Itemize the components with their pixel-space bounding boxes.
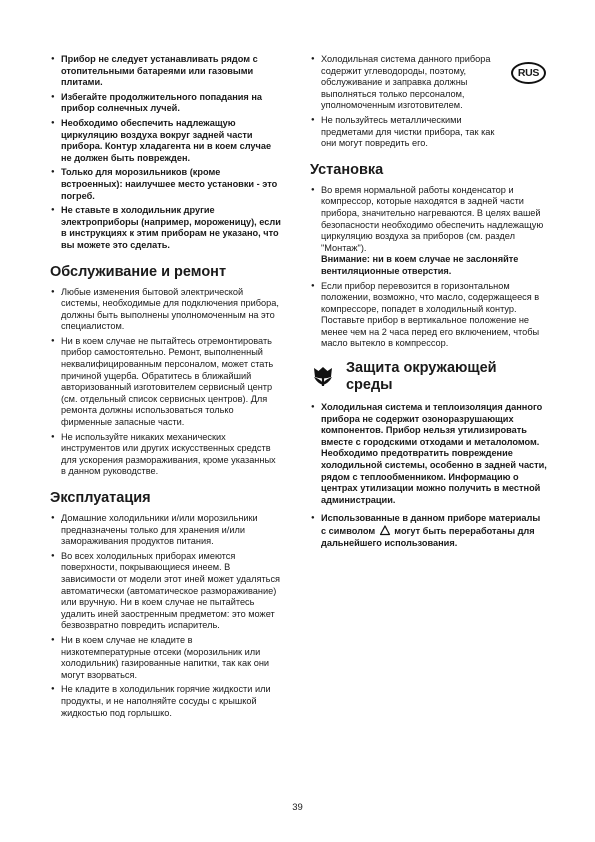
list-item: ● Ни в коем случае не кладите в низкотемпературные отсеки (морозильник или холодильник) газированные напитки, так как они могут взорваться. <box>51 634 270 680</box>
list-item <box>310 185 547 278</box>
bullet-icon: ● <box>51 169 55 176</box>
list-item: ● Не ставьте в холодильник другие электроприборы (например, мороженицу), если в инструкциях к этим приборам не указано, что вы можете это сделать. <box>51 205 281 250</box>
install-list <box>310 185 547 350</box>
bullet-icon: ● <box>51 288 55 295</box>
bullet-icon: ● <box>311 282 315 289</box>
env-list <box>310 402 547 549</box>
warning-note: Внимание: ни в коем случае не заслоняйте вентиляционные отверстия. <box>321 254 519 276</box>
bullet-icon: ● <box>51 515 55 521</box>
list-item: ● Не кладите в холодильник горячие жидкости или продукты, и не наполняйте сосуды с крышкой жидкостью под горлышко. <box>51 684 271 718</box>
item-text: Во время нормальной работы конденсатор и компрессор, которые находятся в задней части прибора, значительно нагреваются. В целях вашей безопасности необходимо обеспечить надлежащую циркуляцию воздуха за приборов (см. раздел "Монтаж"). <box>321 184 544 253</box>
list-item: ● Во всех холодильных приборах имеются поверхности, покрывающиеся инеем. В зависимости от модели этот иней может удаляться автоматически (автоматическое размораживание) или вручную. Ни в коем случае не пытайтесь удалить иней заостренным предметом: это может безвозвратно повредить испаритель. <box>51 550 281 631</box>
list-item: ● Любые изменения бытовой электрической системы, необходимые для подключения прибора, должны быть выполнены уполномоченным на это специалистом. <box>51 286 279 332</box>
bullet-icon: ● <box>51 56 55 62</box>
operation-list <box>50 513 282 719</box>
bullet-icon: ● <box>311 404 315 411</box>
list-item: ● Необходимо обеспечить надлежащую циркуляцию воздуха вокруг задней части прибора. Контур хладагента ни в коем случае не должен быть поврежден. <box>51 117 272 163</box>
right-column <box>310 54 547 552</box>
language-badge-label: RUS <box>517 67 540 79</box>
bullet-icon: ● <box>311 186 315 193</box>
bullet-icon: ● <box>51 119 55 126</box>
service-heading: Обслуживание и ремонт <box>50 263 227 280</box>
operation-heading: Эксплуатация <box>50 490 151 506</box>
bullet-icon: ● <box>51 93 55 100</box>
recycle-icon <box>379 525 391 536</box>
bullet-icon: ● <box>51 433 55 440</box>
list-item: ● Не пользуйтесь металлическими предметами для чистки прибора, так как они могут повредить его. <box>311 114 495 149</box>
install-heading: Установка <box>310 161 384 178</box>
bullet-icon: ● <box>311 515 315 522</box>
list-item: ● Не используйте никаких механических инструментов или других искусственных средств для ускорения размораживания, кроме указанных в данном руководстве. <box>51 431 276 477</box>
env-heading-row <box>310 360 547 394</box>
left-column <box>50 54 282 722</box>
list-item: ● Холодильная система и теплоизоляция данного прибора не содержит озоноразрушающих компонентов. Прибор нельзя утилизировать вместе с городскими отходами и металоломом. Необходимо предотвратить повреждение холодильной системы, особенно в задней части, рядом с теплообменником. Информацию о центрах утилизации можно получить в местной администрации. <box>311 402 547 505</box>
bullet-icon: ● <box>51 207 55 214</box>
service-list <box>50 287 282 479</box>
list-item: ● Прибор не следует устанавливать рядом с отопительными батареями или газовыми плитами. <box>51 54 258 88</box>
list-item: ● Домашние холодильники и/или морозильники предназначены только для хранения и/или замораживания продуктов питания. <box>51 513 258 547</box>
flower-icon <box>310 365 336 389</box>
right-intro-list <box>310 54 505 150</box>
intro-list <box>50 54 282 252</box>
bullet-icon: ● <box>51 686 55 693</box>
bullet-icon: ● <box>51 636 55 643</box>
page-number: 39 <box>292 802 303 813</box>
list-item <box>310 281 547 351</box>
item-text: Если прибор перевозится в горизонтальном положении, возможно, что масло, содержащееся в компрессоре, попадет в холодильный контур. Поставьте прибор в вертикальное положение не менее чем на 2 часа перед его включением, чтобы масло вытекло в компрессор. <box>321 280 540 349</box>
bullet-icon: ● <box>51 552 55 559</box>
list-item: ● Использованные в данном приборе материалы с символом могут быть переработаны для дальнейшего использования. <box>311 513 541 548</box>
list-item: ● Ни в коем случае не пытайтесь отремонтировать прибор самостоятельно. Ремонт, выполненный неквалифицированным персоналом, может стать причиной ущерба. Обратитесь в ближайший авторизованный изготовителем сервисный центр (см. отдельный список сервисных центров). Для ремонта должны использоваться только фирменные запасные части. <box>51 335 274 428</box>
bullet-icon: ● <box>311 116 315 123</box>
list-item: ● Избегайте продолжительного попадания на прибор солнечных лучей. <box>51 91 262 114</box>
list-item: ● Только для морозильников (кроме встроенных): наилучшее место установки - это погреб. <box>51 167 278 201</box>
env-heading: Защита окружающей среды <box>345 360 497 394</box>
bullet-icon: ● <box>51 337 55 344</box>
bullet-icon: ● <box>311 56 315 62</box>
list-item: ● Холодильная система данного прибора содержит углеводороды, поэтому, обслуживание и заправка должны выполняться только персоналом, уполномоченным изготовителем. <box>311 54 491 111</box>
